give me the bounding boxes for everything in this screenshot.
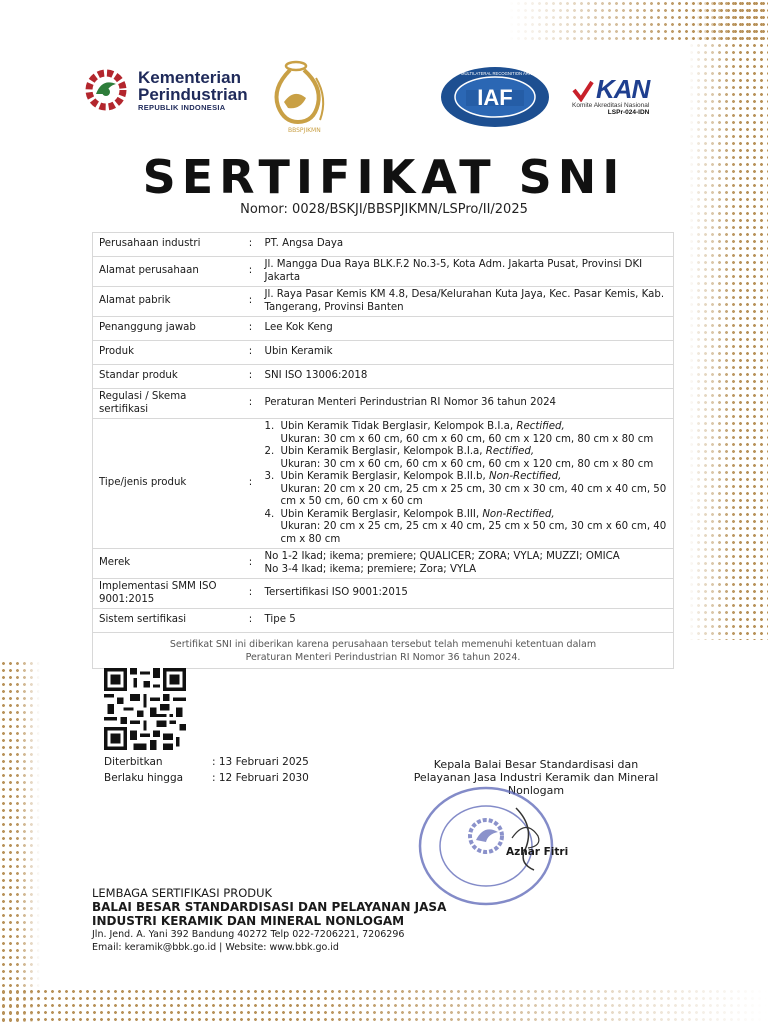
field-value: Jl. Raya Pasar Kemis KM 4.8, Desa/Kelurahan Kuta Jaya, Kec. Pasar Kemis, Kab. Tangerang, Provinsi Banten [259, 287, 674, 317]
field-colon: : [243, 341, 259, 365]
table-row [93, 579, 674, 609]
issued-label: Diterbitkan [104, 756, 163, 768]
field-label: Implementasi SMM ISO 9001:2015 [93, 579, 243, 609]
decorative-dots-right [688, 0, 768, 640]
field-colon: : [243, 419, 259, 549]
signatory-title: Kepala Balai Besar Standardisasi dan Pelayanan Jasa Industri Keramik dan Mineral Nonlogam [413, 758, 659, 797]
field-label: Penanggung jawab [93, 317, 243, 341]
list-item: 2. Ubin Keramik Berglasir, Kelompok B.I.a, Rectified, Ukuran: 30 cm x 60 cm, 60 cm x 60 cm, 60 cm x 120 cm, 80 cm x 80 cm [264, 446, 654, 470]
table-row [93, 257, 674, 287]
kan-word: KAN [596, 74, 650, 104]
field-colon: : [243, 579, 259, 609]
field-label: Perusahaan industri [93, 233, 243, 257]
issued-value: : 13 Februari 2025 [212, 756, 309, 768]
table-row [93, 233, 674, 257]
list-item: 4. Ubin Keramik Berglasir, Kelompok B.III, Non-Rectified, Ukuran: 20 cm x 25 cm, 25 cm x 40 cm, 25 cm x 50 cm, 30 cm x 60 cm, 40 cm x 80 cm [264, 508, 667, 545]
list-item: 1. Ubin Keramik Tidak Berglasir, Kelompok B.I.a, Rectified, Ukuran: 30 cm x 60 cm, 60 cm x 60 cm, 60 cm x 120 cm, 80 cm x 80 cm [264, 421, 654, 445]
bbspjikmn-logo [266, 58, 334, 138]
field-value: PT. Angsa Daya [259, 233, 674, 257]
brand-line-1: No 1-2 Ikad; ikema; premiere; QUALICER; ZORA; VYLA; MUZZI; OMICA [264, 551, 620, 562]
qr-code[interactable] [104, 668, 186, 750]
field-label: Standar produk [93, 365, 243, 389]
issuer-contact: Email: keramik@bbk.go.id | Website: www.bbk.go.id [92, 942, 339, 953]
table-row [93, 633, 674, 669]
field-colon: : [243, 365, 259, 389]
product-type-list [265, 421, 668, 546]
issuer-line-2: BALAI BESAR STANDARDISASI DAN PELAYANAN JASA [92, 900, 447, 914]
field-value: SNI ISO 13006:2018 [259, 365, 674, 389]
decorative-dots-bottom [0, 988, 768, 1024]
field-label: Alamat pabrik [93, 287, 243, 317]
issuer-address: Jln. Jend. A. Yani 392 Bandung 40272 Telp 022-7206221, 7206296 [92, 929, 405, 940]
field-label: Alamat perusahaan [93, 257, 243, 287]
check-icon [572, 80, 594, 102]
field-colon: : [243, 609, 259, 633]
table-row [93, 341, 674, 365]
iaf-ring-text: MEMBER OF MULTILATERAL RECOGNITION ARRANGEMENT [440, 71, 550, 76]
brand-value [259, 549, 674, 579]
field-value: Tipe 5 [259, 609, 674, 633]
gear-icon [80, 64, 132, 116]
kan-subtitle: Komite Akreditasi Nasional [572, 102, 650, 109]
field-label: Sistem sertifikasi [93, 609, 243, 633]
field-value: Tersertifikasi ISO 9001:2015 [259, 579, 674, 609]
iaf-word: IAF [477, 85, 513, 110]
field-value: Lee Kok Keng [259, 317, 674, 341]
signatory-name: Azhar Fitri [506, 846, 569, 858]
issuer-line-3: INDUSTRI KERAMIK DAN MINERAL NONLOGAM [92, 914, 405, 928]
issuer-line-1: LEMBAGA SERTIFIKASI PRODUK [92, 886, 273, 900]
iaf-logo [440, 66, 550, 132]
certificate-dates [104, 754, 309, 786]
list-item: 3. Ubin Keramik Berglasir, Kelompok B.II.b, Non-Rectified, Ukuran: 20 cm x 20 cm, 25 cm x 25 cm, 30 cm x 30 cm, 40 cm x 40 cm, 50 cm x 50 cm, 60 cm x 60 cm [264, 471, 667, 507]
certificate-number: Nomor: 0028/BSKJI/BBSPJIKMN/LSPro/II/2025 [240, 202, 528, 217]
kan-logo [572, 76, 649, 116]
field-colon: : [243, 549, 259, 579]
field-value: Jl. Mangga Dua Raya BLK.F.2 No.3-5, Kota Adm. Jakarta Pusat, Provinsi DKI Jakarta [259, 257, 674, 287]
decorative-dots-left [0, 660, 40, 1024]
certificate-note: Sertifikat SNI ini diberikan karena perusahaan tersebut telah memenuhi ketentuan dalam Peraturan Menteri Perindustrian RI Nomor 36 tahun 2024. [93, 633, 674, 669]
issuer-block [92, 886, 446, 954]
table-row [93, 317, 674, 341]
field-colon: : [243, 257, 259, 287]
table-row [93, 389, 674, 419]
product-type-list-cell [259, 419, 674, 549]
table-row [93, 365, 674, 389]
field-colon: : [243, 287, 259, 317]
kemenperin-name-line2: Perindustrian [138, 84, 248, 104]
table-row [93, 419, 674, 549]
valid-until-value: : 12 Februari 2030 [212, 772, 309, 784]
bbspjikmn-label: BBSPJIKMN [288, 127, 321, 134]
kan-code: LSPr-024-IDN [607, 109, 650, 116]
field-value: Ubin Keramik [259, 341, 674, 365]
field-colon: : [243, 389, 259, 419]
field-label: Merek [93, 549, 243, 579]
vase-icon [266, 58, 334, 134]
table-row [93, 609, 674, 633]
certificate-info-table [92, 232, 674, 669]
field-colon: : [243, 233, 259, 257]
field-label: Tipe/jenis produk [93, 419, 243, 549]
table-row [93, 549, 674, 579]
field-label: Regulasi / Skema sertifikasi [93, 389, 243, 419]
kemenperin-name-line1: Kementerian [138, 67, 241, 87]
brand-line-2: No 3-4 Ikad; ikema; premiere; Zora; VYLA [264, 563, 477, 575]
field-value: Peraturan Menteri Perindustrian RI Nomor 36 tahun 2024 [259, 389, 674, 419]
field-label: Produk [93, 341, 243, 365]
field-colon: : [243, 317, 259, 341]
valid-until-label: Berlaku hingga [104, 772, 184, 784]
kemenperin-name-line3: REPUBLIK INDONESIA [138, 102, 226, 112]
kemenperin-logo [80, 64, 248, 116]
table-row [93, 287, 674, 317]
page-title: SERTIFIKAT SNI [142, 150, 626, 204]
